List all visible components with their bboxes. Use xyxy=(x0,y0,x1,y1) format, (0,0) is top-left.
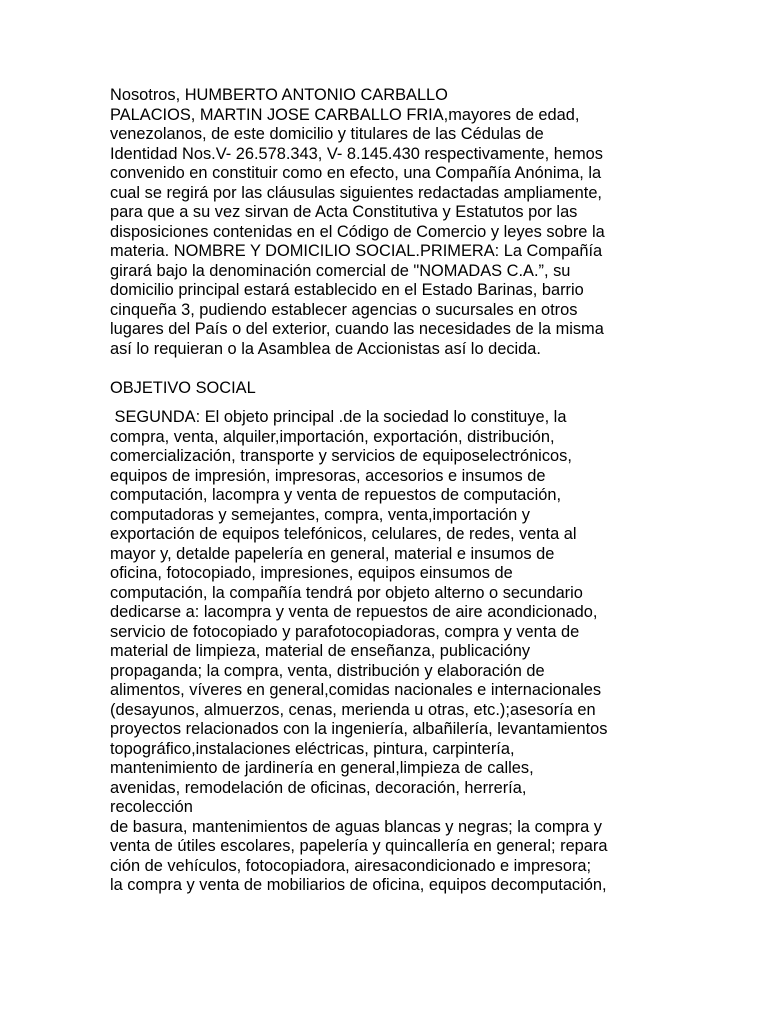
text-line: convenido en constituir como en efecto, una Compañía Anónima, la xyxy=(110,164,602,182)
text-line: SEGUNDA: El objeto principal .de la sociedad lo constituye, la xyxy=(110,408,567,426)
text-line: lugares del País o del exterior, cuando las necesidades de la misma xyxy=(110,320,604,338)
text-line: equipos de impresión, impresoras, accesorios e insumos de xyxy=(110,466,546,485)
text-line: así lo requieran o la Asamblea de Accionistas así lo decida. xyxy=(110,339,541,358)
text-line: la compra y venta de mobiliarios de oficina, equipos decomputación, xyxy=(110,876,607,894)
text-line: Identidad Nos.V- 26.578.343, V- 8.145.430 respectivamente, hemos xyxy=(110,144,603,163)
text-line: domicilio principal estará establecido en el Estado Barinas, barrio xyxy=(110,281,584,299)
text-line: oficina, fotocopiado, impresiones, equipos einsumos de xyxy=(110,564,513,582)
section-heading xyxy=(110,379,670,399)
text-line: exportación de equipos telefónicos, celulares, de redes, venta al xyxy=(110,525,577,543)
text-line: avenidas, remodelación de oficinas, decoración, herrería, xyxy=(110,778,527,797)
text-line: mayor y, detalde papelería en general, material e insumos de xyxy=(110,544,555,563)
text-line: (desayunos, almuerzos, cenas, merienda u otras, etc.);asesoría en xyxy=(110,700,596,719)
paragraph-objeto-social xyxy=(110,408,670,896)
text-line: comercialización, transporte y servicios de equiposelectrónicos, xyxy=(110,447,572,465)
text-line: proyectos relacionados con la ingeniería, albañilería, levantamientos xyxy=(110,720,608,738)
text-line: mantenimiento de jardinería en general,limpieza de calles, xyxy=(110,759,534,777)
text-line: material de limpieza, material de enseñanza, publicacióny xyxy=(110,642,531,660)
text-line: computación, la compañía tendrá por objeto alterno o secundario xyxy=(110,583,583,602)
text-line: topográfico,instalaciones eléctricas, pintura, carpintería, xyxy=(110,739,515,758)
text-line: compra, venta, alquiler,importación, exportación, distribución, xyxy=(110,427,555,446)
text-line: cinqueña 3, pudiendo establecer agencias o sucursales en otros xyxy=(110,300,578,319)
text-line: servicio de fotocopiado y parafotocopiadoras, compra y venta de xyxy=(110,622,580,641)
text-line: venezolanos, de este domicilio y titulares de las Cédulas de xyxy=(110,125,544,143)
text-line: alimentos, víveres en general,comidas nacionales e internacionales xyxy=(110,681,602,699)
text-line: computadoras y semejantes, compra, venta,importación y xyxy=(110,505,530,524)
text-line: girará bajo la denominación comercial de "NOMADAS C.A.”, su xyxy=(110,261,571,280)
text-line: Nosotros, HUMBERTO ANTONIO CARBALLO xyxy=(110,86,448,104)
text-line: cual se regirá por las cláusulas siguientes redactadas ampliamente, xyxy=(110,183,602,202)
text-line: recolección xyxy=(110,798,193,816)
text-line: dedicarse a: lacompra y venta de repuestos de aire acondicionado, xyxy=(110,603,598,621)
text-line: materia. NOMBRE Y DOMICILIO SOCIAL.PRIMERA: La Compañía xyxy=(110,242,603,260)
text-line: ción de vehículos, fotocopiadora, airesacondicionado e impresora; xyxy=(110,856,592,875)
text-line: venta de útiles escolares, papelería y quincallería en general; repara xyxy=(110,837,608,855)
heading-objetivo-social: OBJETIVO SOCIAL xyxy=(110,379,256,397)
text-line: de basura, mantenimientos de aguas blancas y negras; la compra y xyxy=(110,817,602,836)
text-line: PALACIOS, MARTIN JOSE CARBALLO FRIA,mayores de edad, xyxy=(110,105,580,124)
text-line: propaganda; la compra, venta, distribución y elaboración de xyxy=(110,661,545,680)
text-line: disposiciones contenidas en el Código de Comercio y leyes sobre la xyxy=(110,222,605,241)
text-line: para que a su vez sirvan de Acta Constitutiva y Estatutos por las xyxy=(110,203,578,221)
text-line: computación, lacompra y venta de repuestos de computación, xyxy=(110,486,561,504)
paragraph-constitution xyxy=(110,86,670,359)
